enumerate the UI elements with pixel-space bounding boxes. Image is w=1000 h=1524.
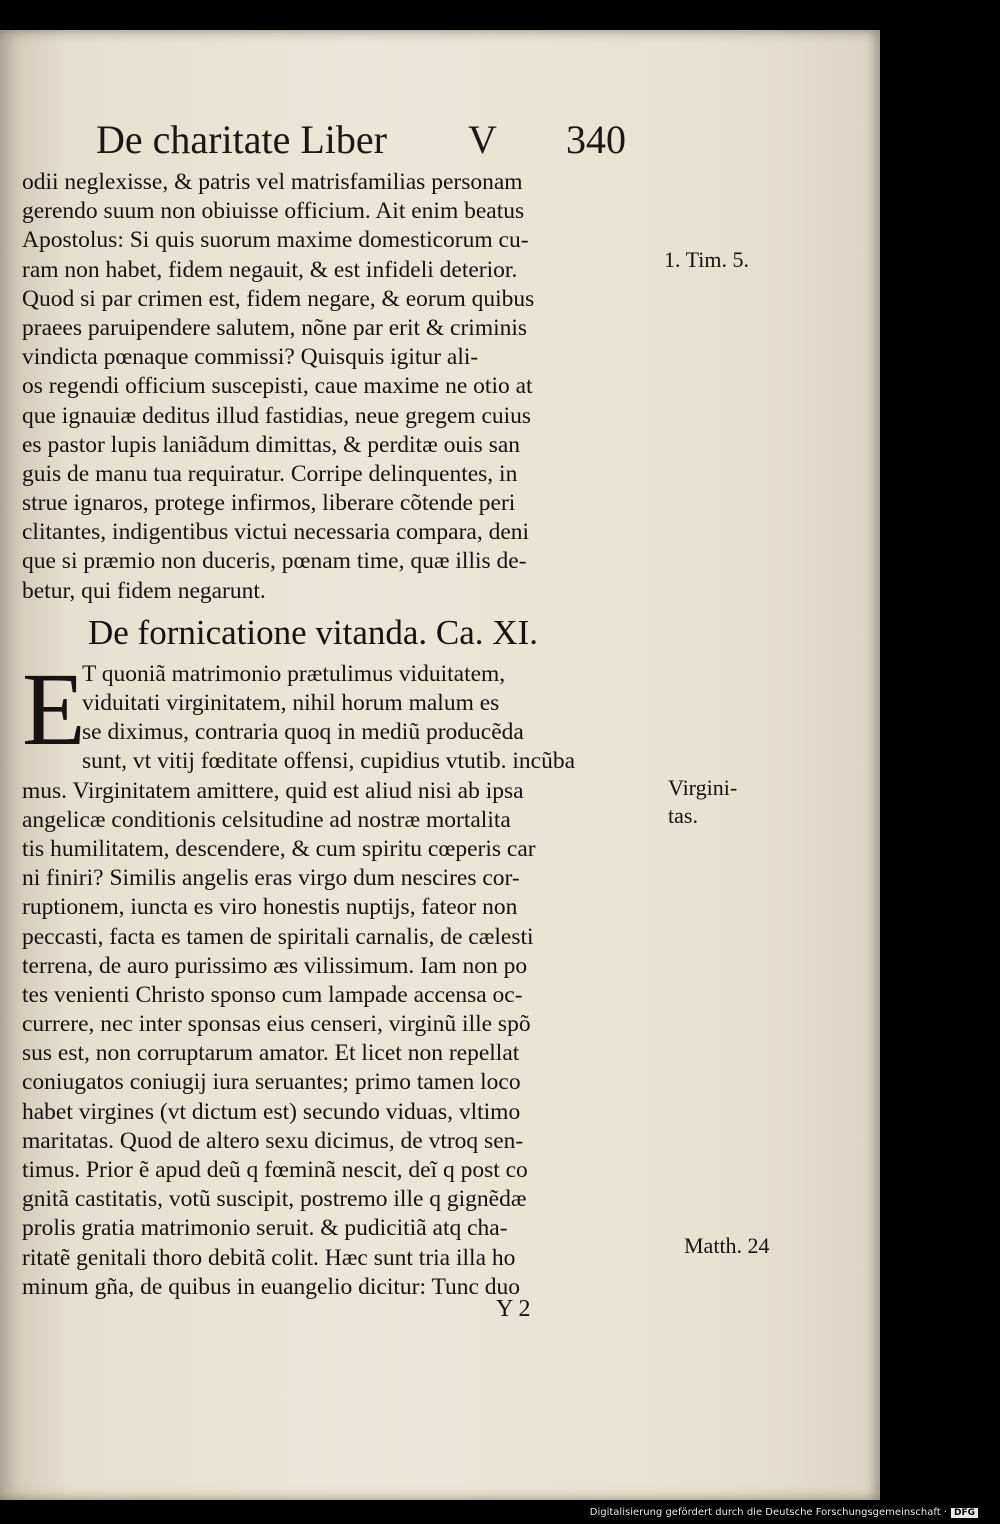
text-line: gerendo suum non obiuisse officium. Ait enim beatus (22, 198, 525, 225)
text-line: Quod si par crimen est, fidem negare, & eorum quibus (22, 285, 535, 312)
text-line: Apostolus: Si quis suorum maxime domesticorum cu- (22, 227, 529, 254)
text-line: coniugatos coniugij iura seruantes; primo tamen loco (22, 1069, 521, 1096)
text-line: clitantes, indigentibus victui necessaria compara, deni (22, 519, 530, 546)
chapter-lines (22, 777, 662, 1302)
text-line: sunt, vt vitij fœditate offensi, cupidius vtutib. incũba (82, 748, 576, 775)
text-line: peccasti, facta es tamen de spiritali carnalis, de cælesti (22, 923, 534, 950)
marginal-note-virginitas (668, 774, 737, 830)
text-line: habet virgines (vt dictum est) secundo viduas, vltimo (22, 1098, 521, 1125)
folio-number: 340 (566, 117, 626, 162)
text-line: terrena, de auro purissimo æs vilissimum. Iam non po (22, 952, 528, 979)
drop-cap-initial: E (22, 651, 86, 767)
chapter-body (22, 651, 662, 1302)
chapter-heading: De fornicatione vitanda. Ca. XI. (88, 612, 538, 652)
text-line: prolis gratia matrimonio seruit. & pudicitiã atq cha- (22, 1215, 508, 1242)
text-line: vindicta pœnaque commissi? Quisquis igitur ali- (22, 344, 479, 371)
text-line: odii neglexisse, & patris vel matrisfamilias personam (22, 169, 523, 195)
marginal-note-matth: Matth. 24 (684, 1233, 770, 1258)
text-line: mus. Virginitatem amittere, quid est aliud nisi ab ipsa (22, 777, 524, 804)
running-head-liber-number: V (468, 117, 497, 162)
text-line: ni finiri? Similis angelis eras virgo dum nescires cor- (22, 865, 520, 892)
text-line: currere, nec inter sponsas eius censeri, virginũ ille spõ (22, 1011, 531, 1038)
marginal-note-virginitas-line-1: Virgini- (668, 775, 738, 800)
text-line: T quoniã matrimonio prætulimus viduitatem, (82, 660, 506, 687)
text-line: viduitati virginitatem, nihil horum malum es (82, 690, 500, 716)
text-line: sus est, non corruptarum amator. Et licet non repellat (22, 1040, 520, 1067)
credit-text: Digitalisierung gefördert durch die Deutsche Forschungsgemeinschaft · (589, 1507, 947, 1518)
text-line: ram non habet, fidem negauit, & est infideli deterior. (22, 256, 518, 283)
running-head-title: De charitate Liber (96, 117, 387, 162)
continuation-paragraph (22, 168, 662, 606)
text-line: que si præmio non duceris, pœnam time, quæ illis de- (22, 548, 527, 575)
main-text-block (22, 168, 662, 1302)
text-line: guis de manu tua requiratur. Corripe delinquentes, in (22, 460, 518, 487)
text-line: tes venienti Christo sponso cum lampade accensa oc- (22, 981, 523, 1008)
text-line: es pastor lupis laniãdum dimittas, & perditæ ouis san (22, 431, 521, 458)
text-line: maritatas. Quod de altero sexu dicimus, de vtroq sen- (22, 1127, 524, 1154)
text-line: minum gña, de quibus in euangelio dicitur: Tunc duo (22, 1273, 521, 1300)
running-head (96, 116, 656, 172)
text-line: ritatẽ genitali thoro debitã colit. Hæc sunt tria illa ho (22, 1244, 516, 1271)
text-line: tis humilitatem, descendere, & cum spiritu cœperis car (22, 835, 536, 862)
initial-lines (22, 651, 662, 777)
text-line: os regendi officium suscepisti, caue maxime ne otio at (22, 373, 533, 400)
text-line: angelicæ conditionis celsitudine ad nostræ mortalita (22, 806, 511, 833)
text-line: timus. Prior ẽ apud deũ q fœminã nescit, deĩ q post co (22, 1157, 528, 1183)
dfg-logo-icon: DFG (951, 1508, 978, 1518)
text-line: ruptionem, iuncta es viro honestis nuptijs, fateor non (22, 894, 518, 921)
book-page (0, 30, 880, 1500)
marginal-note-tim: 1. Tim. 5. (664, 247, 749, 272)
signature-mark: Y 2 (496, 1296, 531, 1322)
digitization-credit (590, 1507, 978, 1518)
text-line: praees paruipendere salutem, nõne par erit & criminis (22, 314, 528, 341)
text-line: que ignauiæ deditus illud fastidias, neue gregem cuius (22, 402, 532, 429)
text-line: strue ignaros, protege infirmos, liberare cõtende peri (22, 490, 516, 517)
text-line: se diximus, contraria quoq in mediũ producẽda (82, 719, 524, 746)
text-line: gnitã castitatis, votũ suscipit, postremo ille q gignẽdæ (22, 1186, 527, 1213)
text-line: betur, qui fidem negarunt. (22, 577, 266, 604)
marginal-note-virginitas-line-2: tas. (668, 803, 698, 828)
